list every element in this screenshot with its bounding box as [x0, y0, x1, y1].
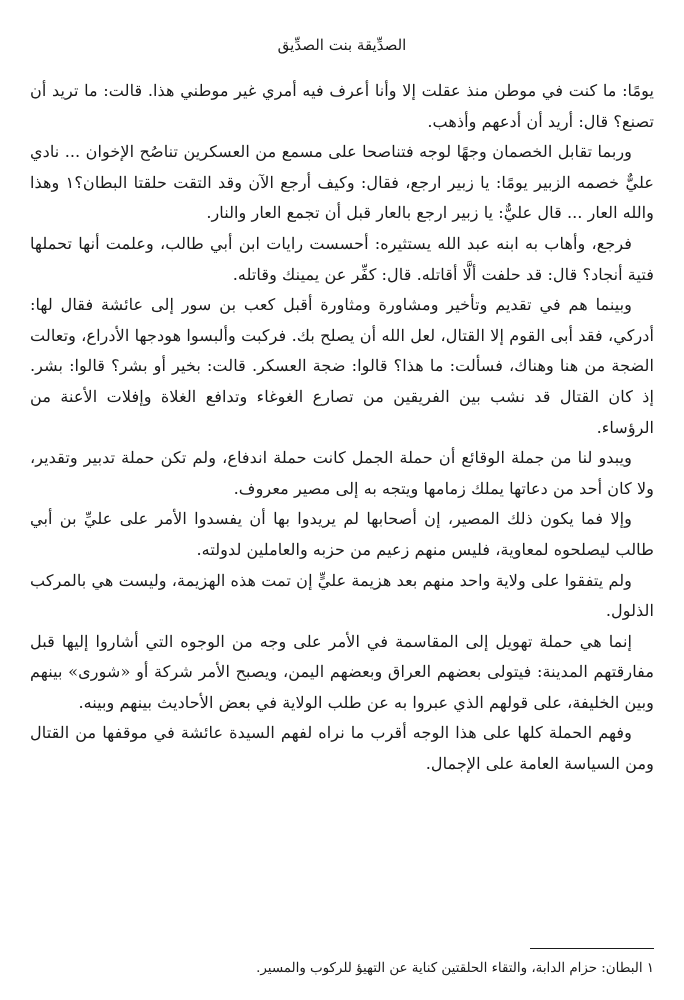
paragraph: وربما تقابل الخصمان وجهًا لوجه فتناصحا على مسمع من العسكرين تناصُح الإخوان ... نادي عليٌّ خصمه الزبير يومًا: يا زبير ارجع، فقال: وكيف أرجع الآن وقد التقت حلقتا البطان؟١ وهذا والله العار ... قال عليٌّ: يا زبير ارجع بالعار قبل أن تجمع العار والنار.	[30, 142, 654, 223]
running-header: الصدِّيقة بنت الصدِّيق	[277, 36, 407, 54]
paragraph: وفهم الحملة كلها على هذا الوجه أقرب ما نراه لفهم السيدة عائشة في موقفها من القتال ومن السياسة العامة على الإجمال.	[30, 723, 654, 774]
footnote: ١ البطان: حزام الدابة، والتقاء الحلقتين كناية عن التهيؤ للركوب والمسير.	[256, 961, 654, 976]
paragraph: ولم يتفقوا على ولاية واحد منهم بعد هزيمة عليٍّ إن تمت هذه الهزيمة، وليست هي بالمركب الذلول.	[30, 570, 654, 621]
footnote-divider	[530, 948, 654, 949]
body-text	[30, 76, 654, 780]
paragraph: يومًا: ما كنت في موطن منذ عقلت إلا وأنا أعرف فيه أمري غير موطني هذا. قالت: ما تريد أن تصنع؟ قال: أريد أن أدعهم وأذهب.	[30, 81, 654, 131]
paragraph: إنما هي حملة تهويل إلى المقاسمة في الأمر على وجه من الوجوه التي أشاروا إليها قبل مفارقتهم المدينة: فيتولى بعضهم العراق وبعضهم اليمن، ويصبح الأمر شركة أو «شورى» بينهم وبين الخليفة، على قولهم الذي عبروا به عن طلب الولاية في بعض الأحاديث بينهم وبينه.	[30, 631, 654, 712]
paragraph: فرجع، وأهاب به ابنه عبد الله يستثيره: أحسست رايات ابن أبي طالب، وعلمت أنها تحملها فتية أنجاد؟ قال: قد حلفت ألَّا أقاتله. قال: كفِّر عن يمينك وقاتله.	[30, 233, 654, 284]
paragraph: ويبدو لنا من جملة الوقائع أن حملة الجمل كانت حملة اندفاع، ولم تكن حملة تدبير وتقدير، ولا كان أحد من دعاتها يملك زمامها ويتجه به إلى مصير معروف.	[30, 448, 654, 498]
paragraph: وإلا فما يكون ذلك المصير، إن أصحابها لم يريدوا بها أن يفسدوا الأمر على عليِّ بن أبي طالب ليصلحوه لمعاوية، فليس منهم زعيم من حزبه والعاملين لدولته.	[30, 509, 654, 559]
paragraph: وبينما هم في تقديم وتأخير ومشاورة ومثاورة أقبل كعب بن سور إلى عائشة فقال لها: أدركي، فقد أبى القوم إلا القتال، لعل الله أن يصلح بك. فركبت وألبسوا هودجها الأدراع، وتعالت الضجة من هنا وهناك، فسألت: ما هذا؟ قالوا: ضجة العسكر. قالت: بخير أو بشر؟ قالوا: بشر. إذ كان القتال قد نشب بين الفريقين من تصارع الغوغاء وتدافع الغلاة وإفلات الأعنة من الرؤساء.	[30, 295, 654, 437]
